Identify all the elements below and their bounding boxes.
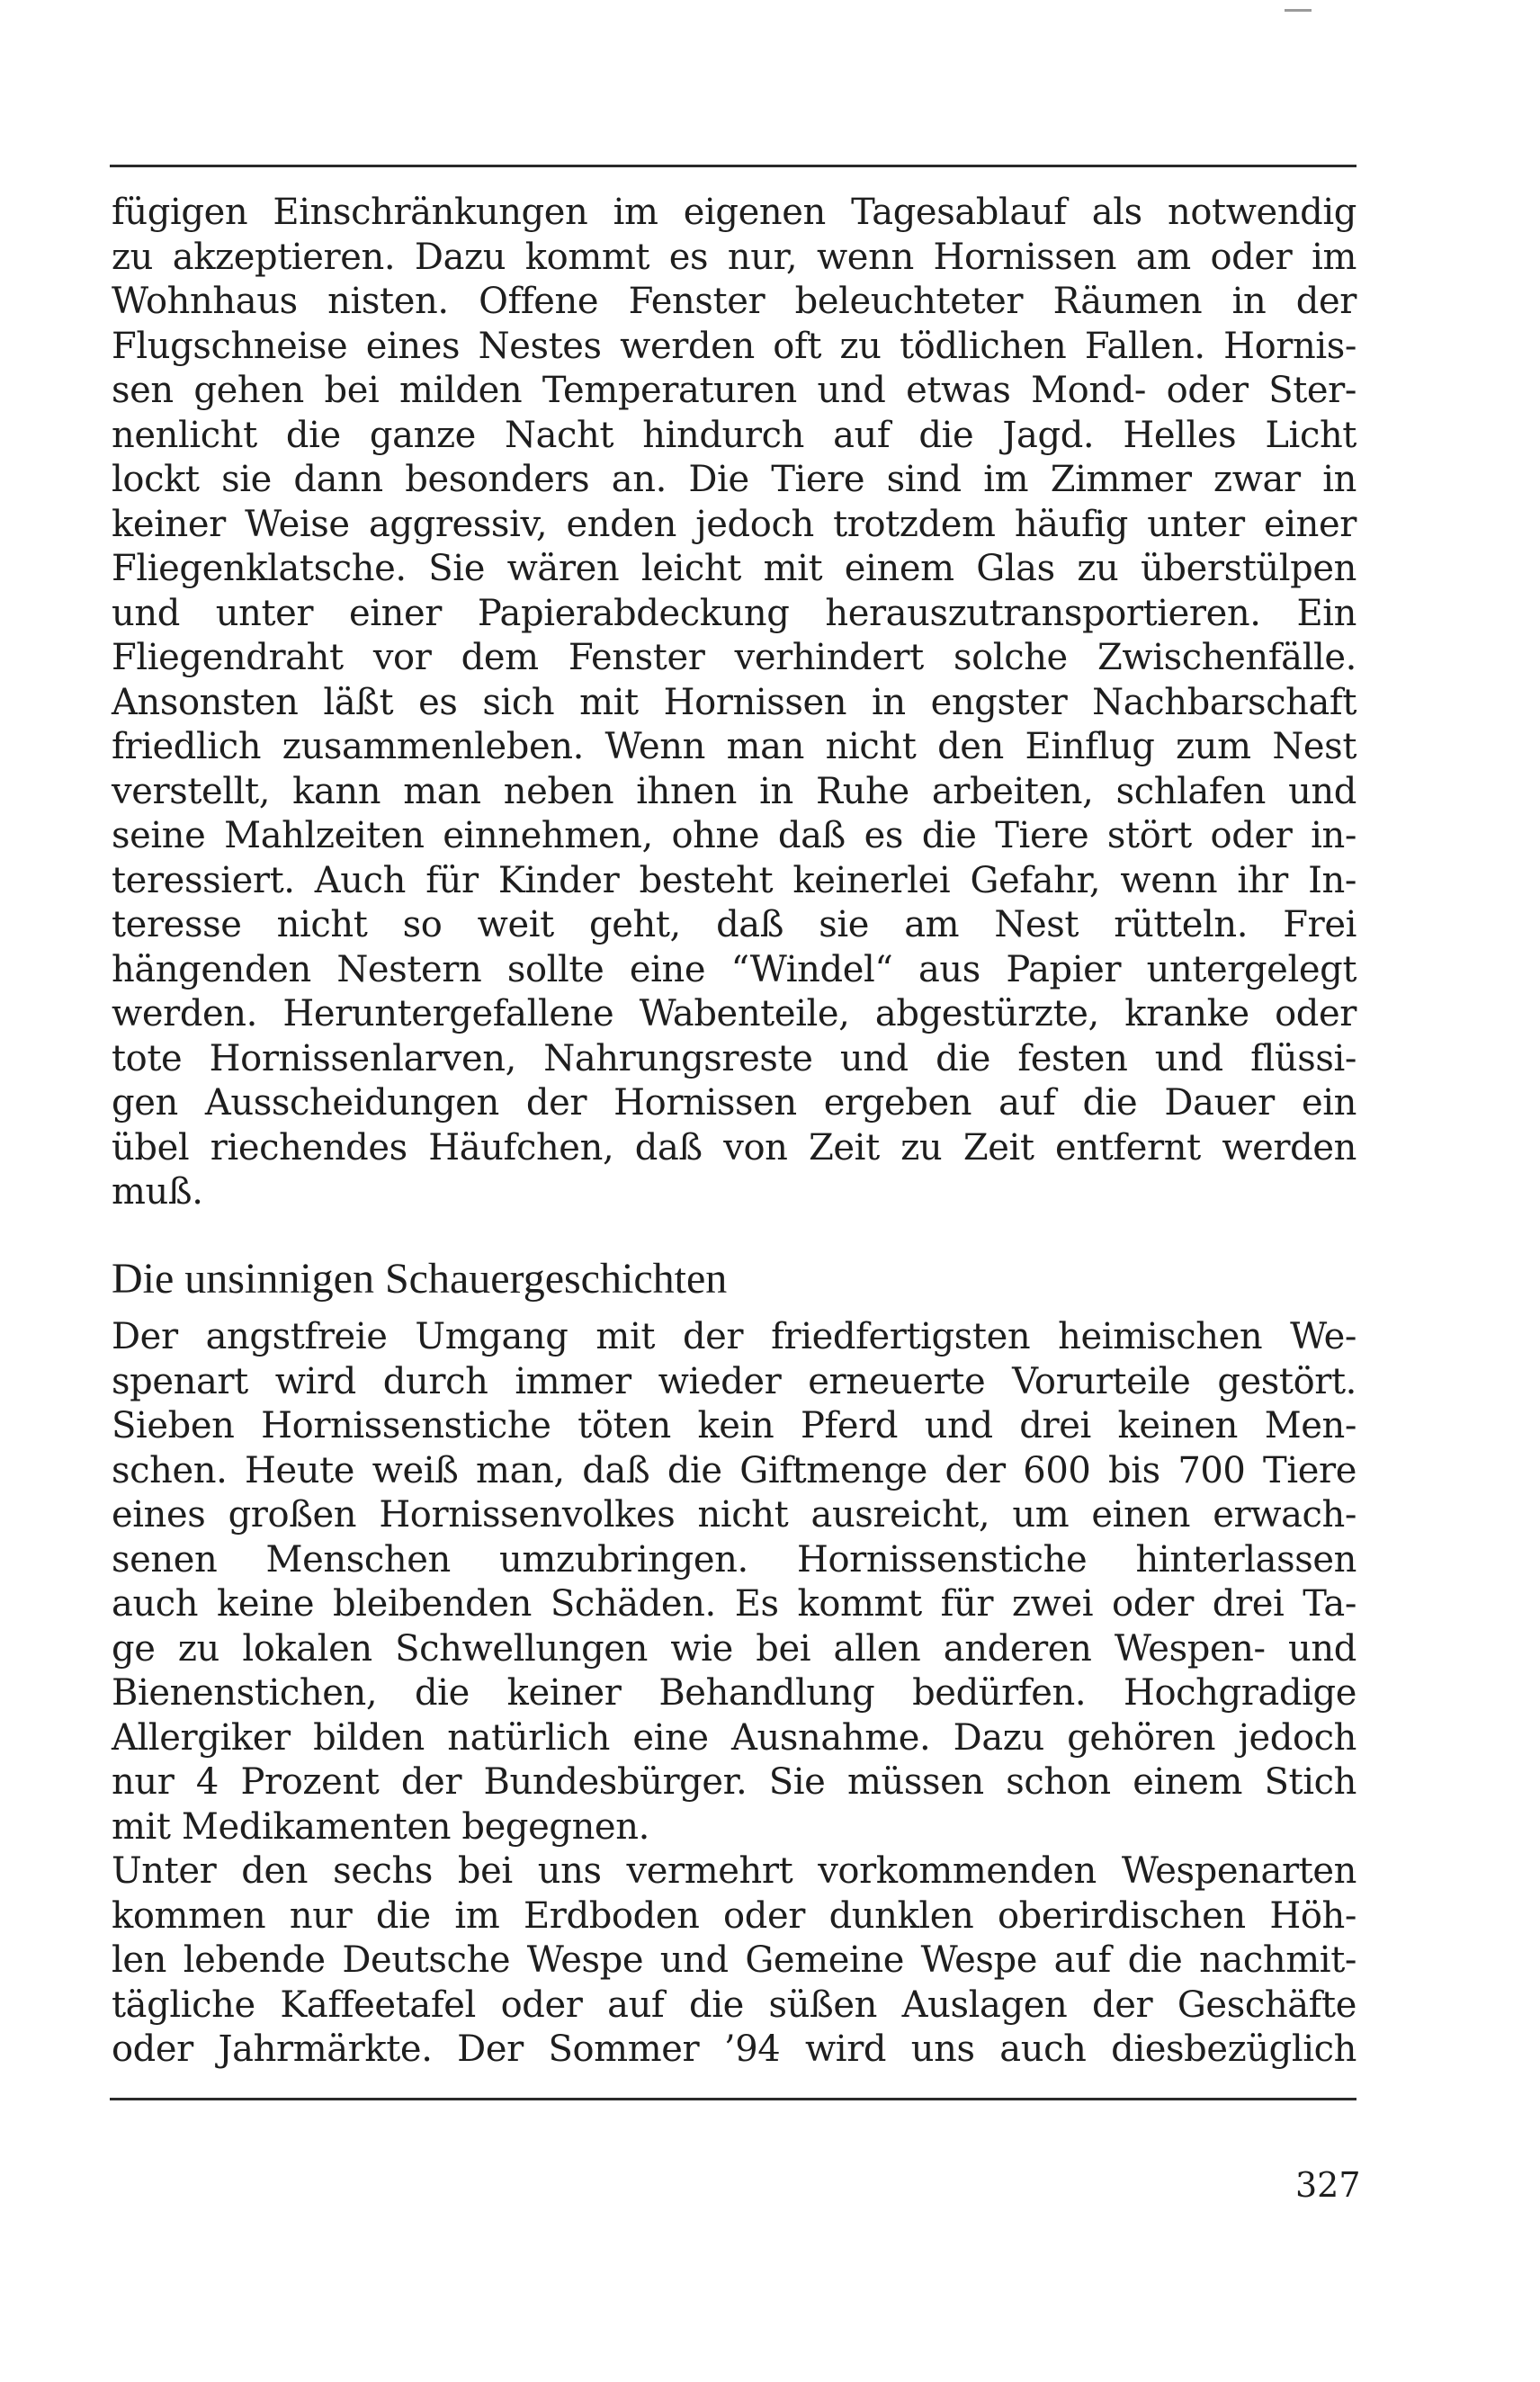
text-line: auch keine bleibenden Schäden. Es kommt für zwei oder drei Ta- <box>112 1583 1356 1625</box>
text-line: sen gehen bei milden Temperaturen und etwas Mond- oder Ster- <box>112 370 1356 411</box>
text-line: fügigen Einschränkungen im eigenen Tagesablauf als notwendig <box>112 192 1356 233</box>
text-line: verstellt, kann man neben ihnen in Ruhe arbeiten, schlafen und <box>112 770 1356 812</box>
text-line: nur 4 Prozent der Bundesbürger. Sie müssen schon einem Stich <box>112 1761 1356 1803</box>
text-line: Fliegendraht vor dem Fenster verhindert solche Zwischenfälle. <box>112 637 1356 678</box>
text-line: schen. Heute weiß man, daß die Giftmenge der 600 bis 700 Tiere <box>112 1449 1356 1491</box>
text-line: Bienenstichen, die keiner Behandlung bedürfen. Hochgradige <box>112 1672 1356 1714</box>
text-line: gen Ausscheidungen der Hornissen ergeben auf die Dauer ein <box>112 1082 1356 1124</box>
section-heading: Die unsinnigen Schauergeschichten <box>112 1255 728 1303</box>
body-text-section <box>112 1315 1356 2073</box>
text-line: mit Medikamenten begegnen. <box>112 1805 649 1848</box>
text-line: oder Jahrmärkte. Der Sommer ’94 wird uns auch diesbezüglich <box>112 2028 1356 2070</box>
top-rule <box>110 165 1356 167</box>
text-line: len lebende Deutsche Wespe und Gemeine Wespe auf die nachmit- <box>112 1939 1356 1981</box>
text-line: teressiert. Auch für Kinder besteht keinerlei Gefahr, wenn ihr In- <box>112 859 1356 901</box>
text-line: Fliegenklatsche. Sie wären leicht mit einem Glas zu überstülpen <box>112 548 1356 589</box>
text-line: friedlich zusammenleben. Wenn man nicht den Einflug zum Nest <box>112 726 1356 767</box>
bottom-rule <box>110 2098 1356 2100</box>
text-line: keiner Weise aggressiv, enden jedoch trotzdem häufig unter einer <box>112 503 1356 545</box>
text-line: Unter den sechs bei uns vermehrt vorkommenden Wespenarten <box>112 1850 1356 1892</box>
text-line: nenlicht die ganze Nacht hindurch auf die Jagd. Helles Licht <box>112 414 1356 456</box>
text-line: ge zu lokalen Schwellungen wie bei allen anderen Wespen- und <box>112 1627 1356 1670</box>
text-line: Ansonsten läßt es sich mit Hornissen in engster Nachbarschaft <box>112 681 1356 723</box>
text-line: senen Menschen umzubringen. Hornissenstiche hinterlassen <box>112 1538 1356 1581</box>
text-line: hängenden Nestern sollte eine “Windel“ aus Papier untergelegt <box>112 948 1356 990</box>
text-line: und unter einer Papierabdeckung herauszutransportieren. Ein <box>112 592 1356 634</box>
text-line: Sieben Hornissenstiche töten kein Pferd und drei keinen Men- <box>112 1405 1356 1446</box>
text-line: tote Hornissenlarven, Nahrungsreste und die festen und flüssi- <box>112 1037 1356 1079</box>
page-number: 327 <box>1295 2165 1361 2205</box>
text-line: übel riechendes Häufchen, daß von Zeit zu Zeit entfernt werden <box>112 1126 1356 1169</box>
text-line: werden. Heruntergefallene Wabenteile, abgestürzte, kranke oder <box>112 993 1356 1034</box>
text-line: muß. <box>112 1171 203 1213</box>
text-line: tägliche Kaffeetafel oder auf die süßen Auslagen der Geschäfte <box>112 1984 1356 2026</box>
text-line: Wohnhaus nisten. Offene Fenster beleuchteter Räumen in der <box>112 281 1356 322</box>
text-line: seine Mahlzeiten einnehmen, ohne daß es die Tiere stört oder in- <box>112 815 1356 856</box>
text-line: Flugschneise eines Nestes werden oft zu tödlichen Fallen. Hornis- <box>112 325 1356 367</box>
page-edge-mark <box>1285 9 1312 12</box>
body-text-continued <box>112 191 1356 1215</box>
text-line: lockt sie dann besonders an. Die Tiere sind im Zimmer zwar in <box>112 459 1356 500</box>
text-line: kommen nur die im Erdboden oder dunklen oberirdischen Höh- <box>112 1894 1356 1937</box>
text-line: Allergiker bilden natürlich eine Ausnahme. Dazu gehören jedoch <box>112 1716 1356 1759</box>
text-line: teresse nicht so weit geht, daß sie am Nest rütteln. Frei <box>112 904 1356 945</box>
text-line: eines großen Hornissenvolkes nicht ausreicht, um einen erwach- <box>112 1494 1356 1536</box>
text-line: zu akzeptieren. Dazu kommt es nur, wenn Hornissen am oder im <box>112 236 1356 278</box>
text-line: spenart wird durch immer wieder erneuerte Vorurteile gestört. <box>112 1360 1356 1402</box>
text-line: Der angstfreie Umgang mit der friedfertigsten heimischen We- <box>112 1316 1356 1357</box>
